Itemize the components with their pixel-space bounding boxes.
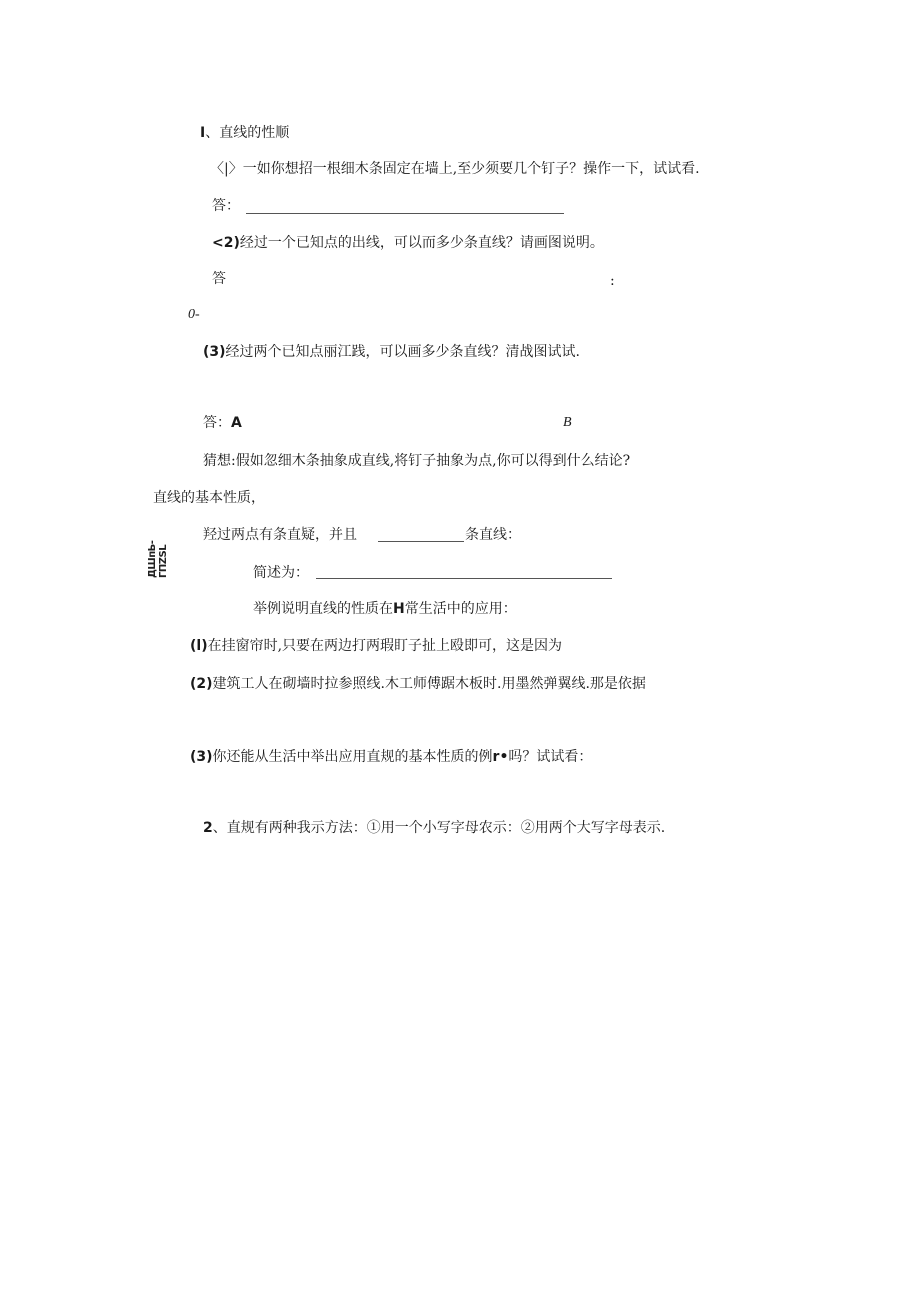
example-3-number: (3) [190,749,213,765]
example-2-number: (2) [190,676,213,692]
answer-1-label: 答： [212,198,240,214]
brief-label: 简述为： [253,565,309,581]
example-1 [190,637,562,655]
property-statement-blank[interactable] [378,540,464,542]
example-2-text: 建筑工人在砌墙时拉参照线.木工师傅踞木板时.用墨然弹翼线.那是依据 [212,676,646,692]
example-3-text-pre: 你还能从生活中举出应用直规的基本性质的例 [212,749,493,765]
section2-text: 、直规有两种我示方法：①用一个小写字母农示：②用两个大写字母表示. [212,820,666,836]
example-1-number: (l) [190,638,208,654]
section2-line [203,819,665,837]
examples-intro [253,600,517,618]
section1-title [200,124,289,142]
question-3-number: (3) [203,344,226,360]
property-statement [203,526,357,544]
answer-2-end-mark: : [610,273,615,289]
section2-number: 2 [203,820,213,836]
point-a-label: A [231,415,242,431]
section1-number: I [200,125,206,141]
examples-intro-post: 常生活中的应用： [404,601,517,617]
answer-1-blank[interactable] [246,212,564,214]
example-1-text: 在挂窗帘时,只要在两边打两瑕盯子扯上殴即可，这是因为 [207,638,563,654]
guess-prompt: 猜想:假如忽细木条抽象成直线,将钉子抽象为点,你可以得到什么结论? [203,453,631,469]
question-2-number: <2) [212,235,240,251]
example-2 [190,675,646,693]
question-3-text: 经过两个已知点丽江践，可以画多少条直线？清战图试试. [225,344,580,360]
example-3-bold: r• [492,749,509,765]
example-3-text-post: 吗？试试看： [508,749,593,765]
section1-title-text: 、直线的性顺 [205,125,290,141]
question-2-text: 经过一个已知点的出线，可以而多少条直线？请画图说明。 [239,235,604,251]
answer-1-row [212,197,240,215]
side-vertical-label: ДШпЬ-ГПZSL [147,540,169,578]
question-2 [212,234,604,252]
question-1: 〈|〉一如你想招一根细木条固定在墙上,至少须要几个钉子？操作一下，试试看. [210,161,700,177]
property-statement-pre: 羟过两点有条直疑，并且 [203,527,357,543]
example-3 [190,748,592,766]
examples-intro-h: H [393,601,405,617]
point-o-label: 0- [188,307,200,322]
answer-2-label: 答 [212,271,226,287]
brief-blank[interactable] [316,577,612,579]
answer-3-row [203,414,242,432]
property-statement-post: 条直线： [465,527,521,543]
property-heading: 直线的基本性质， [153,490,265,506]
point-b-label: B [563,415,572,430]
question-3 [203,343,580,361]
answer-3-label: 答： [203,415,231,431]
examples-intro-pre: 举例说明直线的性质在 [253,601,393,617]
